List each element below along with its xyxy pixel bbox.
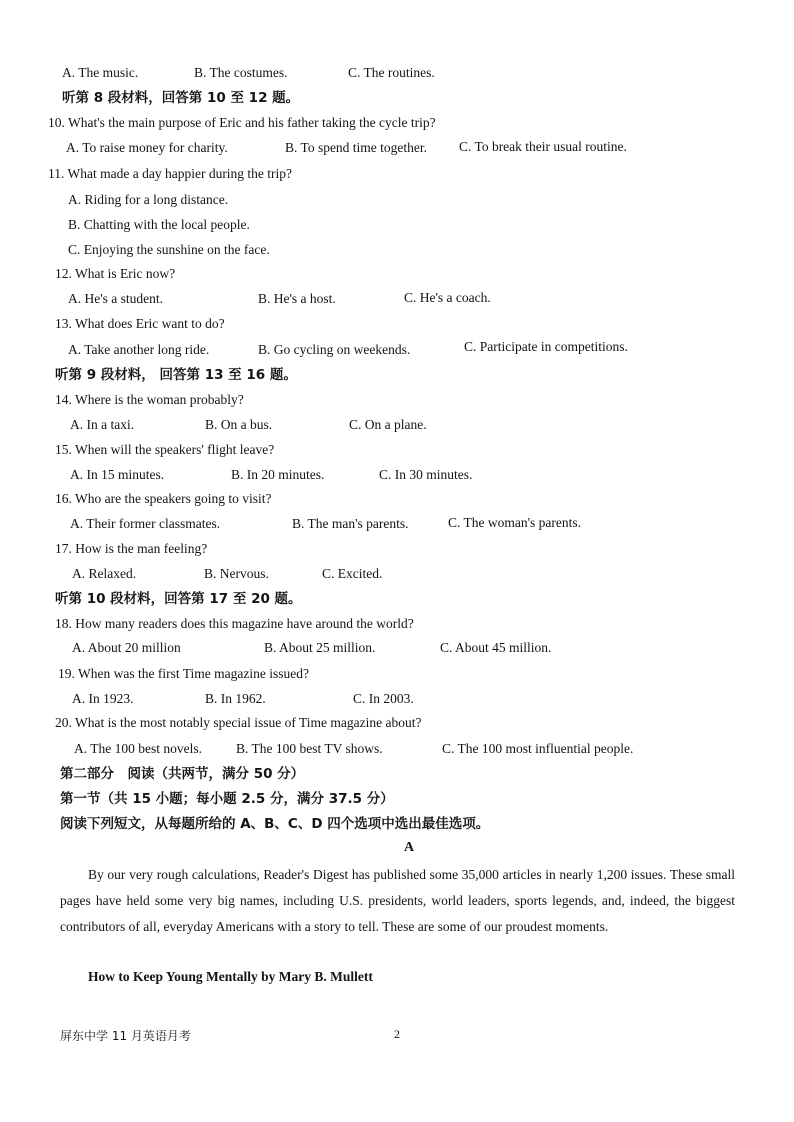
q14-option-c: C. On a plane. (349, 417, 427, 432)
q17-option-c: C. Excited. (322, 566, 383, 581)
q10-option-b: B. To spend time together. (285, 140, 428, 155)
q13-question: 13. What does Eric want to do? (55, 316, 225, 331)
q19-option-a: A. In 1923. (72, 691, 134, 706)
part2-instruction: 阅读下列短文，从每题所给的 A、B、C、D 四个选项中选出最佳选项。 (60, 816, 490, 832)
q10-option-a: A. To raise money for charity. (66, 140, 228, 155)
q15-option-a: A. In 15 minutes. (70, 467, 165, 482)
q10-option-c: C. To break their usual routine. (459, 139, 627, 154)
q20-question: 20. What is the most notably special issue of Time magazine about? (55, 715, 422, 730)
q9-option-a: A. The music. (62, 65, 139, 80)
q11-option-b: B. Chatting with the local people. (68, 217, 250, 232)
q14-question: 14. Where is the woman probably? (55, 392, 244, 407)
q17-option-b: B. Nervous. (204, 566, 269, 581)
q16-option-a: A. Their former classmates. (70, 516, 221, 531)
q11-option-c: C. Enjoying the sunshine on the face. (68, 242, 270, 257)
q11-option-a: A. Riding for a long distance. (68, 192, 229, 207)
q12-option-a: A. He's a student. (68, 291, 164, 306)
q17-option-a: A. Relaxed. (72, 566, 137, 581)
q9-option-c: C. The routines. (348, 65, 435, 80)
q16-question: 16. Who are the speakers going to visit? (55, 491, 272, 506)
q16-option-b: B. The man's parents. (292, 516, 409, 531)
part2-heading: 第二部分 阅读（共两节，满分 50 分） (60, 766, 305, 782)
passage-label: A (404, 840, 415, 855)
q18-option-c: C. About 45 million. (440, 640, 552, 655)
q15-question: 15. When will the speakers' flight leave? (55, 442, 275, 457)
q12-question: 12. What is Eric now? (55, 266, 176, 281)
q20-option-b: B. The 100 best TV shows. (236, 741, 383, 756)
q17-question: 17. How is the man feeling? (55, 541, 208, 556)
q15-option-b: B. In 20 minutes. (231, 467, 325, 482)
q9-option-b: B. The costumes. (194, 65, 288, 80)
q18-option-b: B. About 25 million. (264, 640, 376, 655)
part2-section1: 第一节（共 15 小题；每小题 2.5 分，满分 37.5 分） (60, 791, 394, 807)
q19-question: 19. When was the first Time magazine issued? (58, 666, 309, 681)
article-title: How to Keep Young Mentally by Mary B. Mullett (88, 969, 373, 984)
q19-option-c: C. In 2003. (353, 691, 414, 706)
section10-header: 听第 10 段材料，回答第 17 至 20 题。 (55, 591, 302, 607)
q19-option-b: B. In 1962. (205, 691, 266, 706)
q10-question: 10. What's the main purpose of Eric and his father taking the cycle trip? (48, 115, 436, 130)
q13-option-c: C. Participate in competitions. (464, 339, 628, 354)
q14-option-b: B. On a bus. (205, 417, 273, 432)
q12-option-b: B. He's a host. (258, 291, 336, 306)
section8-header: 听第 8 段材料，回答第 10 至 12 题。 (62, 90, 300, 106)
q18-option-a: A. About 20 million (72, 640, 181, 655)
q16-option-c: C. The woman's parents. (448, 515, 582, 530)
page-number: 2 (394, 1027, 400, 1041)
q18-question: 18. How many readers does this magazine have around the world? (55, 616, 414, 631)
q20-option-c: C. The 100 most influential people. (442, 741, 634, 756)
passage-paragraph: By our very rough calculations, Reader's Digest has published some 35,000 articles in nearly 1,200 issues. These small pages have held some very big names, including U.S. presidents, world leaders, sports legends, and, indeed, the biggest contributors of all, everyday Americans with a story to tell. These are some of our proudest moments. (60, 867, 735, 934)
q11-question: 11. What made a day happier during the trip? (48, 166, 293, 181)
footer-exam-name: 屏东中学 11 月英语月考 (60, 1029, 191, 1043)
q13-option-b: B. Go cycling on weekends. (258, 342, 411, 357)
q13-option-a: A. Take another long ride. (68, 342, 210, 357)
q12-option-c: C. He's a coach. (404, 290, 491, 305)
q20-option-a: A. The 100 best novels. (74, 741, 202, 756)
q15-option-c: C. In 30 minutes. (379, 467, 473, 482)
section9-header: 听第 9 段材料， 回答第 13 至 16 题。 (55, 367, 297, 383)
q14-option-a: A. In a taxi. (70, 417, 135, 432)
